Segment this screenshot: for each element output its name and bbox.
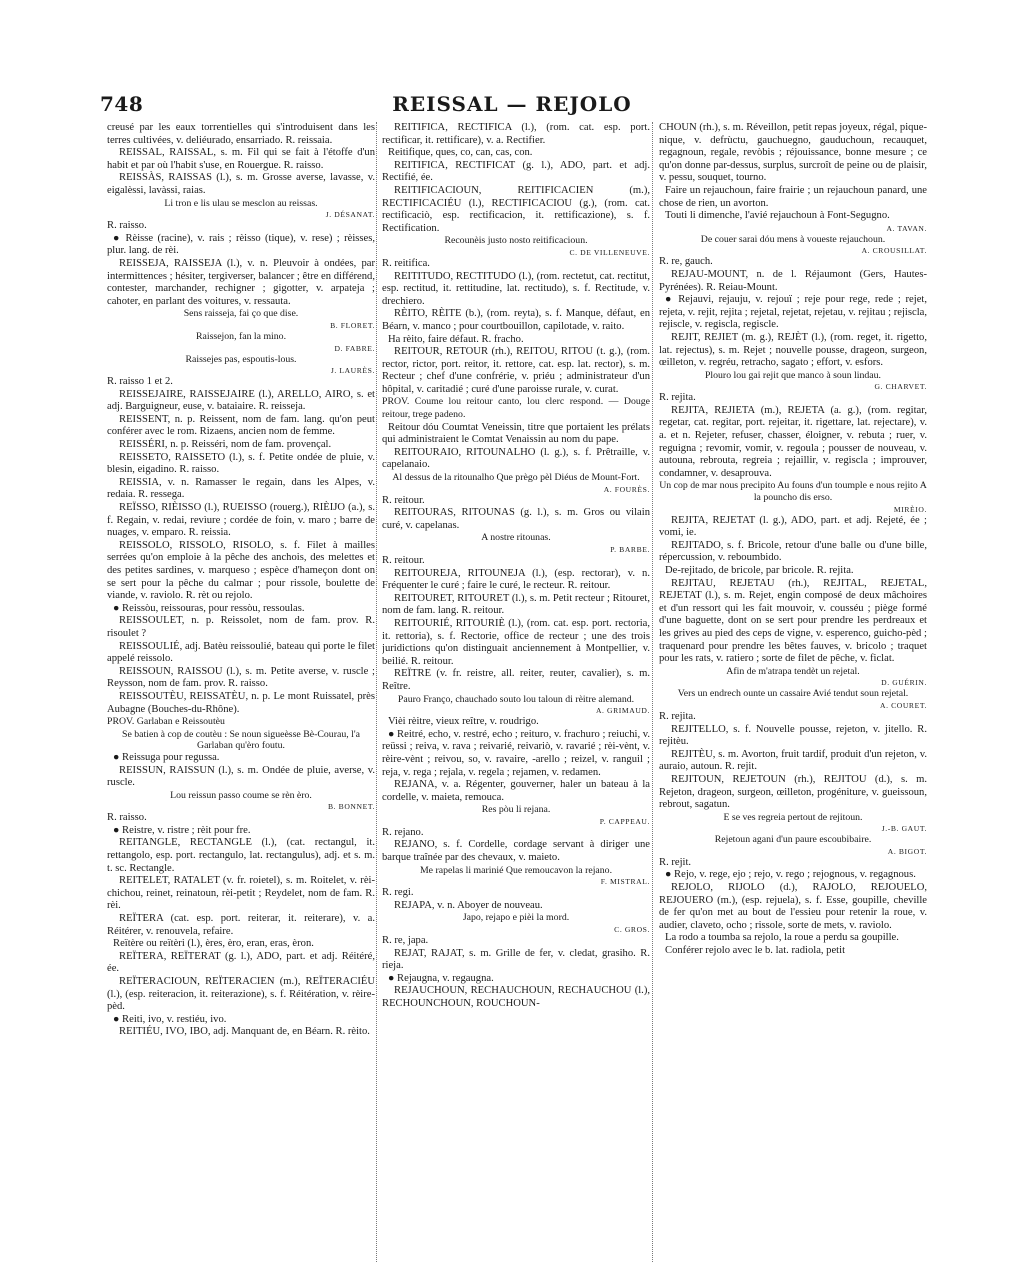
citation-line: Japo, rejapo e pièi la mord. <box>462 912 570 924</box>
dictionary-entry: REISSOUN, RAISSOU (l.), s. m. Petite averse, v. ruscle ; Reysson, nom de fam. prov. R. raisso. <box>107 665 375 690</box>
citation-line: Rejetoun agani d'un paure escoubibaire. <box>714 834 872 846</box>
citation-line: Pauro Franço, chauchado souto lou taloun di rèitre alemand. <box>397 693 635 705</box>
citation-author: P. CAPPEAU. <box>599 816 650 826</box>
entry-text: R. raisso 1 et 2. <box>107 376 173 388</box>
citation-author: A. COURET. <box>880 700 927 710</box>
column-divider <box>652 122 653 1262</box>
citation-line: Raissejes pas, espoutis-lous. <box>185 353 297 365</box>
dictionary-entry: REISSIA, v. n. Ramasser le regain, dans les Alpes, v. redaia. R. ressega. <box>107 476 375 501</box>
entry-variant: ● Rejauvi, rejauju, v. rejouï ; reje pour rege, rede ; rejet, rejeta, v. rejit, rejita ; rejetal, rejetat, rejetau, v. rejitau ; rejiscla, rejiscle, v. regiscla, regiscle. <box>659 294 927 331</box>
dictionary-entry: REJITÈU, s. m. Avorton, fruit tardif, produit d'un rejeton, v. auraio, autoun. R. rejit. <box>659 748 927 773</box>
dictionary-column-left <box>107 122 375 1272</box>
citation-line: De couer sarai dóu mens à voueste rejauchoun. <box>700 233 886 245</box>
dictionary-entry: REJITA, REJETAT (l. g.), ADO, part. et adj. Rejeté, ée ; vomi, ie. <box>659 514 927 539</box>
entry-text: R. raisso. <box>107 812 147 824</box>
citation-author: J. DÉSANAT. <box>325 210 375 220</box>
citation-line: Raissejon, fan la mino. <box>195 330 287 342</box>
citation-author: P. BARBE. <box>610 545 650 554</box>
dictionary-entry: REÏTRE (v. fr. reistre, all. reiter, reuter, cavalier), s. m. Reître. <box>382 668 650 692</box>
dictionary-entry: REISSOLO, RISSOLO, RISOLO, s. f. Filet à mailles serrées qu'on emploie à la pêche des anchois, des melettes et des petites sardines, v. marqueso ; espèce d'hameçon dont on se sert pour la pêche du calmar ; pour rissole, boulette de viande, v. raviolo. R. rèt ou rejolo. <box>107 539 375 602</box>
citation-line: Plouro lou gai rejit que manco à soun lindau. <box>704 369 882 381</box>
entry-text: R. rejita. <box>659 392 696 404</box>
dictionary-entry: REJITADO, s. f. Bricole, retour d'une balle ou d'une bille, répercussion, v. reboumbido. <box>659 539 927 564</box>
dictionary-entry: REJAPA, v. n. Aboyer de nouveau. <box>394 899 543 911</box>
dictionary-entry: REITIFICACIOUN, REITIFICACIEN (m.), RECTIFICACIÉU (l.), RECTIFICACIOU (g.), (rom. cat. rectificaciò, esp. rectificacion, it. rettificazione), s. f. Rectification. <box>382 184 650 234</box>
citation-author: J. LAURÈS. <box>330 366 375 376</box>
citation-line: Res pòu li rejana. <box>481 804 551 816</box>
citation-line: Al dessus de la ritounalho Que prègo pèl Diéus de Mount-Fort. <box>392 472 640 484</box>
citation-author: J.-B. GAUT. <box>881 824 927 834</box>
citation-line: Se batien à cop de coutèu : Se noun sigueèsse Bè-Courau, l'a Garlaban qu'èro foutu. <box>122 728 360 752</box>
dictionary-entry: REITIFICA, RECTIFICAT (g. l.), ADO, part. et adj. Rectifié, ée. <box>382 159 650 184</box>
entry-text: R. reitour. <box>382 494 425 506</box>
entry-variant: ● Reiti, ivo, v. restiéu, ivo. <box>113 1013 227 1025</box>
citation-line: Afin de m'atrapa tendèt un rejetal. <box>726 665 860 677</box>
running-head: REISSAL — REJOLO <box>392 92 632 116</box>
dictionary-entry: REITIÉU, IVO, IBO, adj. Manquant de, en Béarn. R. rèito. <box>119 1026 370 1038</box>
citation-author: MIRÈIO. <box>893 504 927 514</box>
dictionary-entry: REJAU-MOUNT, n. de l. Réjaumont (Gers, Hautes-Pyrénées). R. Reiau-Mount. <box>659 268 927 293</box>
entry-text: R. regi. <box>382 887 414 899</box>
entry-variant: La rodo a toumba sa rejolo, la roue a perdu sa goupille. <box>665 932 899 944</box>
entry-variant: Touti li dimenche, l'avié rejauchoun à Font-Segugno. <box>665 210 890 222</box>
dictionary-entry: REITELET, RATALET (v. fr. roietel), s. m. Roitelet, v. rèi-chichou, reinet, reinatoun, rèi-petit ; Reydelet, nom de fam. R. rèi. <box>107 875 375 912</box>
citation-author: D. GUÉRIN. <box>881 678 927 688</box>
entry-text: creusé par les eaux torrentielles qui s'introduisent dans les terres cultivées, v. deliéurado, ensarriado. R. reissaia. <box>107 122 375 146</box>
citation-author: F. MISTRAL. <box>600 877 650 887</box>
citation-line: Vers un endrech ounte un cassaire Avié tendut soun rejetal. <box>677 688 909 700</box>
dictionary-entry: REITOUREJA, RITOUNEJA (l.), (esp. rectorar), v. n. Fréquenter le curé ; faire le curé, le recteur. R. reitour. <box>382 567 650 592</box>
dictionary-entry: REISSUN, RAISSUN (l.), s. m. Ondée de pluie, averse, v. ruscle. <box>107 764 375 789</box>
citation-author: G. CHARVET. <box>874 382 927 392</box>
entry-variant: ● Reissuga pour regussa. <box>113 751 220 763</box>
dictionary-entry: REITOURIÉ, RITOURIÈ (l.), (rom. cat. esp. port. rectoria, it. rettoria), s. f. Rectorie, office de recteur ; une des trois juridictions qu'on distinguait anciennement à Montpellier, v. beilié. R. reitour. <box>382 617 650 667</box>
entry-text: R. rejano. <box>382 826 424 838</box>
citation-author: A. BIGOT. <box>887 846 927 856</box>
citation-line: Un cop de mar nous precipito Au founs d'un toumple e nous rejito A la pouncho dis erso. <box>659 480 927 504</box>
dictionary-entry: REISSAL, RAISSAL, s. m. Fil qui se fait à l'étoffe d'un habit et par où l'habit s'use, en Rouergue. R. raisso. <box>107 147 375 171</box>
dictionary-entry: REÏTERA, REÏTERAT (g. l.), ADO, part. et adj. Réitéré, ée. <box>107 950 375 975</box>
entry-variant: Conférer rejolo avec le b. lat. radiola, petit <box>665 945 846 957</box>
entry-variant: De-rejitado, de bricole, par bricole. R. rejita. <box>665 565 854 576</box>
dictionary-entry: REISSETO, RAISSETO (l.), s. f. Petite ondée de pluie, v. blesin, eigadino. R. raisso. <box>107 451 375 476</box>
proverb: PROV. Garlaban e Reissoutèu <box>107 716 225 728</box>
citation-author: A. TAVAN. <box>886 223 927 233</box>
proverb: PROV. Coume lou reitour canto, lou clerc respond. — Douge reitour, trege padeno. <box>382 396 650 421</box>
dictionary-entry: REITITUDO, RECTITUDO (l.), (rom. rectetut, cat. rectitut, esp. rectitud, it. rettitudine, lat. rectitudo), s. f. Rectitude, v. drechiero. <box>382 270 650 307</box>
dictionary-entry: REÏTERACIOUN, REÏTERACIEN (m.), REÏTERACIÉU (l.), (esp. reiteracion, it. reiterazione), s. f. Réitération, v. rèire-pèd. <box>107 976 375 1013</box>
entry-text: R. raisso. <box>107 220 147 232</box>
entry-variant: Reïtère ou reïtèri (l.), ères, èro, eran, eras, èron. <box>113 938 314 950</box>
entry-variant: Vièi rèitre, vieux reître, v. roudrigo. <box>388 716 539 728</box>
citation-line: Lou reissun passo coume se rèn èro. <box>170 789 312 801</box>
entry-variant: ● Rejaugna, v. regaugna. <box>388 972 494 984</box>
dictionary-entry: REISSEJAIRE, RAISSEJAIRE (l.), ARELLO, AIRO, s. et adj. Barguigneur, euse, v. bataiaire. R. reisseja. <box>107 388 375 413</box>
dictionary-entry: REITOUR, RETOUR (rh.), REITOU, RITOU (t. g.), (rom. rector, rictor, port. reitor, it. rettore, cat. esp. lat. rector), s. m. Recteur ; chef d'une confrérie, v. priéu ; administrateur d'un hôpital, v. caritadié ; curé d'une paroisse rurale, v. curat. <box>382 346 650 395</box>
entry-variant: ● Rejo, v. rege, ejo ; rejo, v. rego ; rejognous, v. regagnous. <box>665 869 916 881</box>
dictionary-entry: REJITAU, REJETAU (rh.), REJITAL, REJETAL, REJETAT (l.), s. m. Rejet, engin composé de deux mâchoires et d'un ressort qui les fait mouvoir, v. cousséu ; piège formé d'une baguette, dont on se sert pour prendre les perdreaux et les grives au pied des ceps de vigne, v. esperenco, guicho-pèd ; traquenard pour prendre les bêtes fauves, v. bricolo ; traquet pour les rats, v. ratiero ; sorte de filet de pêche, v. ficlat. <box>659 577 927 665</box>
citation-author: D. FABRE. <box>334 343 375 353</box>
dictionary-entry: REISSOUTÈU, REISSATÈU, n. p. Le mont Ruissatel, près Aubagne (Bouches-du-Rhône). <box>107 690 375 715</box>
citation-author: A. FOURÈS. <box>603 484 650 494</box>
entry-variant: Faire un rejauchoun, faire frairie ; un rejauchoun panard, une chose de rien, un avorton. <box>659 184 927 209</box>
dictionary-entry: REÏTERA (cat. esp. port. reiterar, it. reiterare), v. a. Réitérer, v. renouvela, refaire. <box>107 913 375 937</box>
dictionary-entry: REJITOUN, REJETOUN (rh.), REJITOU (d.), s. m. Rejeton, drageon, surgeon, œilleton, progéniture, v. gueissoun, rebrout, sagatun. <box>659 773 927 811</box>
dictionary-entry: REITOURET, RITOURET (l.), s. m. Petit recteur ; Ritouret, nom de fam. lang. R. reitour. <box>382 592 650 617</box>
dictionary-entry: REISSOULIÉ, adj. Batèu reissoulié, bateau qui porte le filet appelé reissolo. <box>107 640 375 665</box>
dictionary-entry: REJAT, RAJAT, s. m. Grille de fer, v. cledat, grasiho. R. rieja. <box>382 947 650 972</box>
entry-variant: Reitifique, ques, co, can, cas, con. <box>388 147 533 159</box>
dictionary-entry: REJANO, s. f. Cordelle, cordage servant à diriger une barque traînée par des chevaux, v. maieto. <box>382 839 650 864</box>
entry-variant: Ha rèito, faire défaut. R. fracho. <box>388 333 524 345</box>
dictionary-entry: REISSENT, n. p. Reissent, nom de fam. lang. qu'on peut conférer avec le rom. Rizaens, ancien nom de femme. <box>107 413 375 438</box>
entry-text: R. reitifica. <box>382 257 430 269</box>
entry-variant: ● Reitré, echo, v. restré, echo ; reituro, v. frachuro ; reiuchi, v. reüssi ; reiva, v. rava ; reivarié, reivariò, v. ravarié ; rèi-vènt, v. rèire-vènt ; reivou, so, v. ravaire, -arello ; reizel, v. ranguil ; reja, v. rega ; rejala, v. regela ; rejamen, v. redamen. <box>382 728 650 778</box>
citation-author: B. FLORET. <box>330 320 375 330</box>
dictionary-entry: REJAUCHOUN, RECHAUCHOUN, RECHAUCHOU (l.), RECHOUNCHOUN, ROUCHOUN- <box>382 985 650 1009</box>
entry-variant: ● Reistre, v. ristre ; rèit pour fre. <box>113 824 251 836</box>
citation-line: Me rapelas li marinié Que remoucavon la rejano. <box>419 864 613 876</box>
entry-variant: ● Reissòu, reissouras, pour ressòu, ressoulas. <box>113 602 305 614</box>
dictionary-entry: REJITA, REJIETA (m.), REJETA (a. g.), (rom. regitar, regetar, cat. regitar, port. rejeitar, it. rigettare, lat. rejectare), v. a. et n. Rejeter, refuser, chasser, éloigner, v. rebuta ; ruer, v. reguigna ; revomir, vomir, v. regoula ; pousser de nouveau, v. autouna, rebrouta, regreia ; rejaillir, v. regiscla ; improuver, condamner, v. desaprouva. <box>659 404 927 479</box>
citation-line: Li tron e lis ulau se mesclon au reissas. <box>164 197 318 209</box>
dictionary-entry: REISSÀS, RAISSAS (l.), s. m. Grosse averse, lavasse, v. eigalèssi, lavàssi, raias. <box>107 172 375 196</box>
citation-author: A. CROUSILLAT. <box>861 246 927 256</box>
entry-variant: ● Rèisse (racine), v. rais ; rèisso (tique), v. rese) ; rèisses, plur. lang. de rèi. <box>107 232 375 257</box>
citation-line: E se ves regreia pertout de rejitoun. <box>723 811 863 823</box>
entry-variant: Reitour dóu Coumtat Veneissin, titre que portaient les prélats qui administraient le Comtat Venaissin au nom du pape. <box>382 421 650 446</box>
dictionary-entry: REITANGLE, RECTANGLE (l.), (cat. rectangul, it. rettangolo, esp. port. rectangulo, lat. rectangulus), adj. et s. m. t. sc. Rectangle. <box>107 837 375 874</box>
citation-line: Sens raisseja, fai ço que dise. <box>183 308 299 320</box>
dictionary-entry: REJIT, REJIET (m. g.), REJÈT (l.), (rom. reget, it. rigetto, lat. rejectus), s. m. Rejet ; nouvelle pousse, drageon, surgeon, œilleton, v. regréu, retracho, sagato ; effort, v. esfors. <box>659 331 927 369</box>
dictionary-entry: REISSÉRI, n. p. Reisséri, nom de fam. provençal. <box>119 439 332 451</box>
entry-text: R. rejita. <box>659 710 696 722</box>
dictionary-entry: REJITELLO, s. f. Nouvelle pousse, rejeton, v. jitello. R. rejitèu. <box>659 723 927 748</box>
dictionary-entry: RÈITO, RÈITE (b.), (rom. reyta), s. f. Manque, défaut, en Béarn, v. manco ; pour courtbouillon, capilotade, v. raito. <box>382 308 650 332</box>
dictionary-entry: REÏSSO, RIÈISSO (l.), RUEISSO (rouerg.), RIÈIJO (a.), s. f. Regain, v. redai, revìure ; cordée de foin, v. maro ; barre de nuages, v. emparo. R. reissia. <box>107 502 375 539</box>
citation-author: C. GROS. <box>614 925 650 935</box>
dictionary-entry: REITOURAIO, RITOUNALHO (l. g.), s. f. Prêtraille, v. capelanaio. <box>382 446 650 471</box>
citation-line: A nostre ritounas. <box>481 532 551 544</box>
citation-author: A. GRIMAUD. <box>595 706 650 716</box>
dictionary-entry: REJANA, v. a. Régenter, gouverner, haler un bateau à la cordelle, v. maieta, remouca. <box>382 779 650 803</box>
dictionary-entry: REJOLO, RIJOLO (d.), RAJOLO, REJOUELO, REJOUERO (m.), (esp. rejuela), s. f. Esse, goupille, cheville de fer qu'on met au bout de l'essieu pour retenir la roue, v. audier, claveto, ocho ; rissole, sorte de mets, v. raviolo. <box>659 882 927 931</box>
entry-text: CHOUN (rh.), s. m. Réveillon, petit repas joyeux, régal, pique-nique, v. defrùctu, gauchuegno, gauduchoun, recauquet, regagnoun, regale, revòbis ; réjouissance, bonne mesure ; ce qu'on donne par-dessus, surplus, surcroît de peine ou de plaisir, v. pessu, souquet, tourno. <box>659 122 927 184</box>
citation-author: C. DE VILLENEUVE. <box>569 247 650 257</box>
dictionary-entry: REITOURAS, RITOUNAS (g. l.), s. m. Gros ou vilain curé, v. capelanas. <box>382 507 650 531</box>
citation-line: Recounèis justo nosto reitificacioun. <box>444 235 588 247</box>
column-divider <box>376 122 377 1262</box>
dictionary-entry: REISSEJA, RAISSEJA (l.), v. n. Pleuvoir à ondées, par intermittences ; hésiter, tergiverser, balancer ; être en différend, contester, marchander, rechigner ; gigotter, v. arpateja ; cahoter, en parlant des voitures, v. ressauta. <box>107 257 375 307</box>
dictionary-entry: REISSOULET, n. p. Reissolet, nom de fam. prov. R. risoulet ? <box>107 615 375 639</box>
dictionary-column-middle <box>382 122 650 1272</box>
dictionary-entry: REITIFICA, RECTIFICA (l.), (rom. cat. esp. port. rectificar, it. rettificare), v. a. Rectifier. <box>382 122 650 146</box>
page-number: 748 <box>100 92 144 116</box>
entry-text: R. reitour. <box>382 555 425 566</box>
citation-author: B. BONNET. <box>328 802 375 812</box>
entry-text: R. re, japa. <box>382 935 429 947</box>
entry-text: R. rejit. <box>659 856 692 868</box>
entry-text: R. re, gauch. <box>659 256 713 268</box>
dictionary-column-right <box>659 122 927 1272</box>
